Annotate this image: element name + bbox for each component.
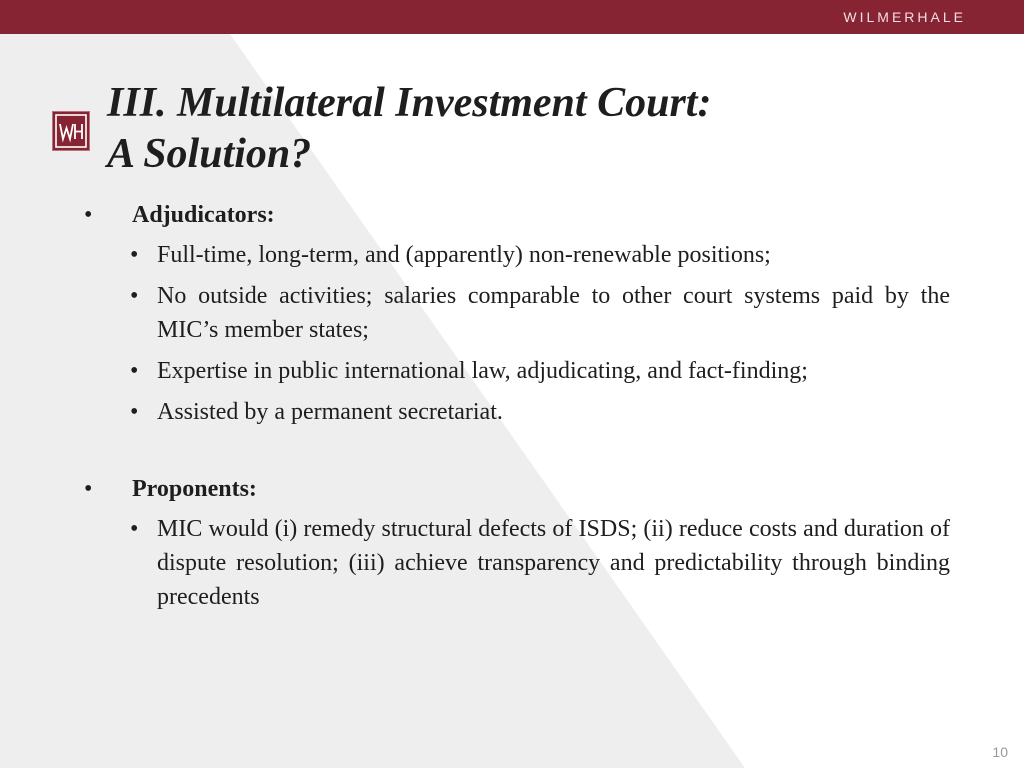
list-item-text: Expertise in public international law, adjudicating, and fact-finding;: [157, 358, 808, 384]
list-item-text: No outside activities; salaries comparable to other court systems paid by the MIC’s member states;: [157, 283, 950, 343]
page-number: 10: [992, 744, 1008, 760]
list-item-text: Assisted by a permanent secretariat.: [157, 399, 503, 425]
bullet: •: [84, 202, 93, 228]
sub-bullet: •: [130, 283, 139, 309]
sub-bullet: •: [130, 516, 139, 542]
list-item: [84, 279, 950, 347]
list-item: [84, 395, 950, 429]
section-adjudicators: [84, 199, 950, 231]
list-item-text: Full-time, long-term, and (apparently) non-renewable positions;: [157, 242, 771, 268]
slide-title: [107, 78, 907, 180]
section-proponents: [84, 473, 950, 505]
sub-bullet: •: [130, 358, 139, 384]
list-item-text: MIC would (i) remedy structural defects of ISDS; (ii) reduce costs and duration of dispute resolution; (iii) achieve transparency and predictability through binding precedents: [157, 516, 950, 610]
section-heading: Adjudicators:: [132, 202, 275, 228]
sub-bullet: •: [130, 242, 139, 268]
sub-bullet: •: [130, 399, 139, 425]
slide-title-line-1: III. Multilateral Investment Court:: [107, 80, 712, 126]
slide-title-line-2: A Solution?: [107, 131, 312, 177]
slide-body: [84, 199, 950, 614]
brand-wordmark: WILMERHALE: [843, 9, 966, 25]
section-heading: Proponents:: [132, 476, 257, 502]
list-item: [84, 512, 950, 614]
bullet: •: [84, 476, 93, 502]
wilmerhale-logo-icon: [52, 111, 90, 151]
list-item: [84, 238, 950, 272]
top-bar: [0, 0, 1024, 34]
list-item: [84, 354, 950, 388]
